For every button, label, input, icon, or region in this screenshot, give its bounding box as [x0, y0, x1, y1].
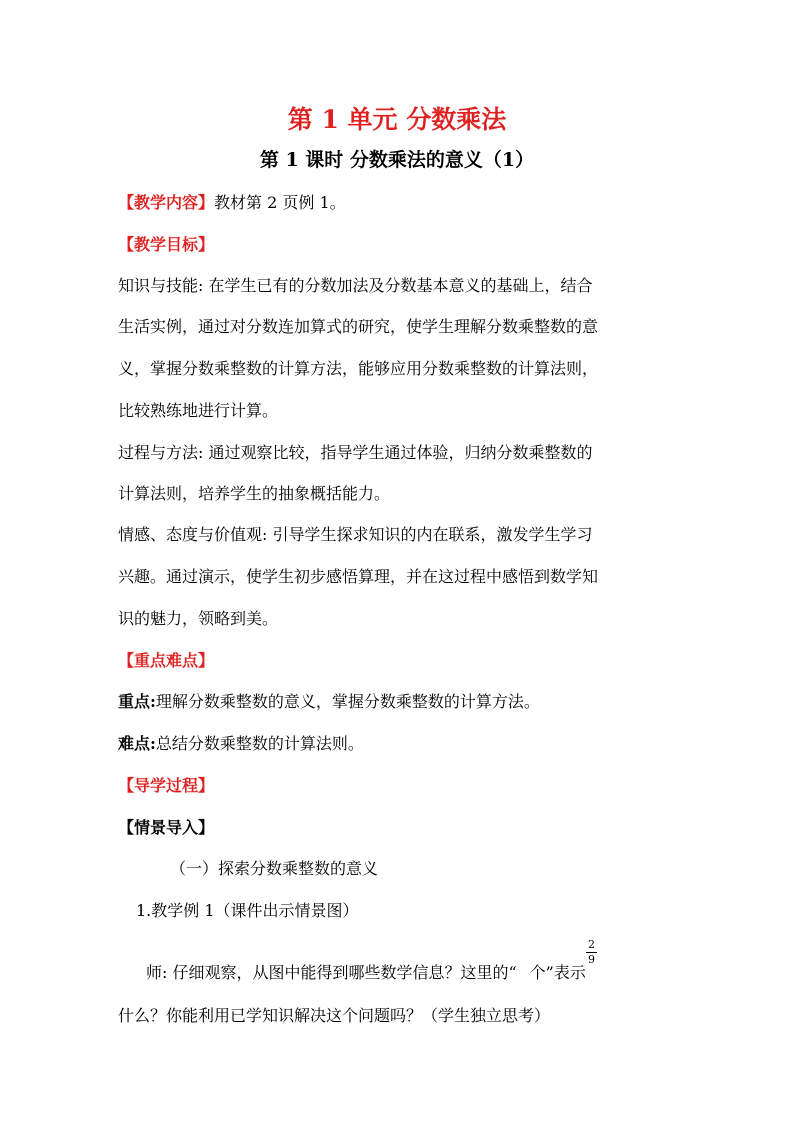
- lesson-title: 第 1 课时 分数乘法的意义（1）: [259, 149, 535, 171]
- key-points-heading: 【重点难点】: [118, 651, 215, 670]
- goals-line: 义，掌握分数乘整数的计算方法，能够应用分数乘整数的计算法则，: [118, 359, 599, 378]
- content-text: 教材第 2 页例 1。: [214, 193, 346, 212]
- fraction-2-9: [586, 939, 597, 966]
- goals-line: 比较熟练地进行计算。: [118, 401, 279, 420]
- teacher-line-2: 什么？你能利用已学知识解决这个问题吗？（学生独立思考）: [118, 1006, 551, 1025]
- goals-line: 生活实例，通过对分数连加算式的研究，使学生理解分数乘整数的意: [118, 317, 599, 336]
- goals-line: 过程与方法: 通过观察比较，指导学生通过体验，归纳分数乘整数的: [118, 443, 593, 462]
- focus-text: 理解分数乘整数的意义，掌握分数乘整数的计算方法。: [155, 692, 540, 711]
- fraction-denominator: 9: [588, 953, 595, 966]
- process-heading: 【导学过程】: [118, 776, 215, 795]
- difficulty-label: 难点:: [118, 734, 156, 753]
- goals-heading: 【教学目标】: [118, 235, 215, 254]
- section-title: （一）探索分数乘整数的意义: [170, 859, 379, 878]
- teacher-line-1-after: 个”表示: [529, 963, 586, 982]
- goals-line: 识的魅力，领略到美。: [118, 609, 279, 628]
- difficulty-line: [118, 731, 364, 754]
- example-line: 1.教学例 1（课件出示情景图）: [136, 901, 359, 920]
- goals-line: 知识与技能: 在学生已有的分数加法及分数基本意义的基础上，结合: [118, 276, 593, 295]
- unit-title: 第 1 单元 分数乘法: [287, 105, 507, 134]
- fraction-numerator: 2: [588, 938, 595, 951]
- goals-line: 兴趣。通过演示，使学生初步感悟算理，并在这过程中感悟到数学知: [118, 567, 599, 586]
- focus-label: 重点:: [118, 692, 156, 711]
- focus-line: [118, 689, 540, 712]
- goals-line: 情感、态度与价值观: 引导学生探求知识的内在联系，激发学生学习: [118, 525, 593, 544]
- content-heading: 【教学内容】: [118, 193, 215, 212]
- goals-line: 计算法则，培养学生的抽象概括能力。: [118, 484, 391, 503]
- teacher-line-1-before: 师: 仔细观察，从图中能得到哪些数学信息？这里的“: [146, 963, 517, 982]
- teacher-line-1: [146, 960, 586, 983]
- scene-heading: 【情景导入】: [118, 818, 215, 837]
- difficulty-text: 总结分数乘整数的计算法则。: [155, 734, 364, 753]
- content-paragraph: [118, 190, 346, 213]
